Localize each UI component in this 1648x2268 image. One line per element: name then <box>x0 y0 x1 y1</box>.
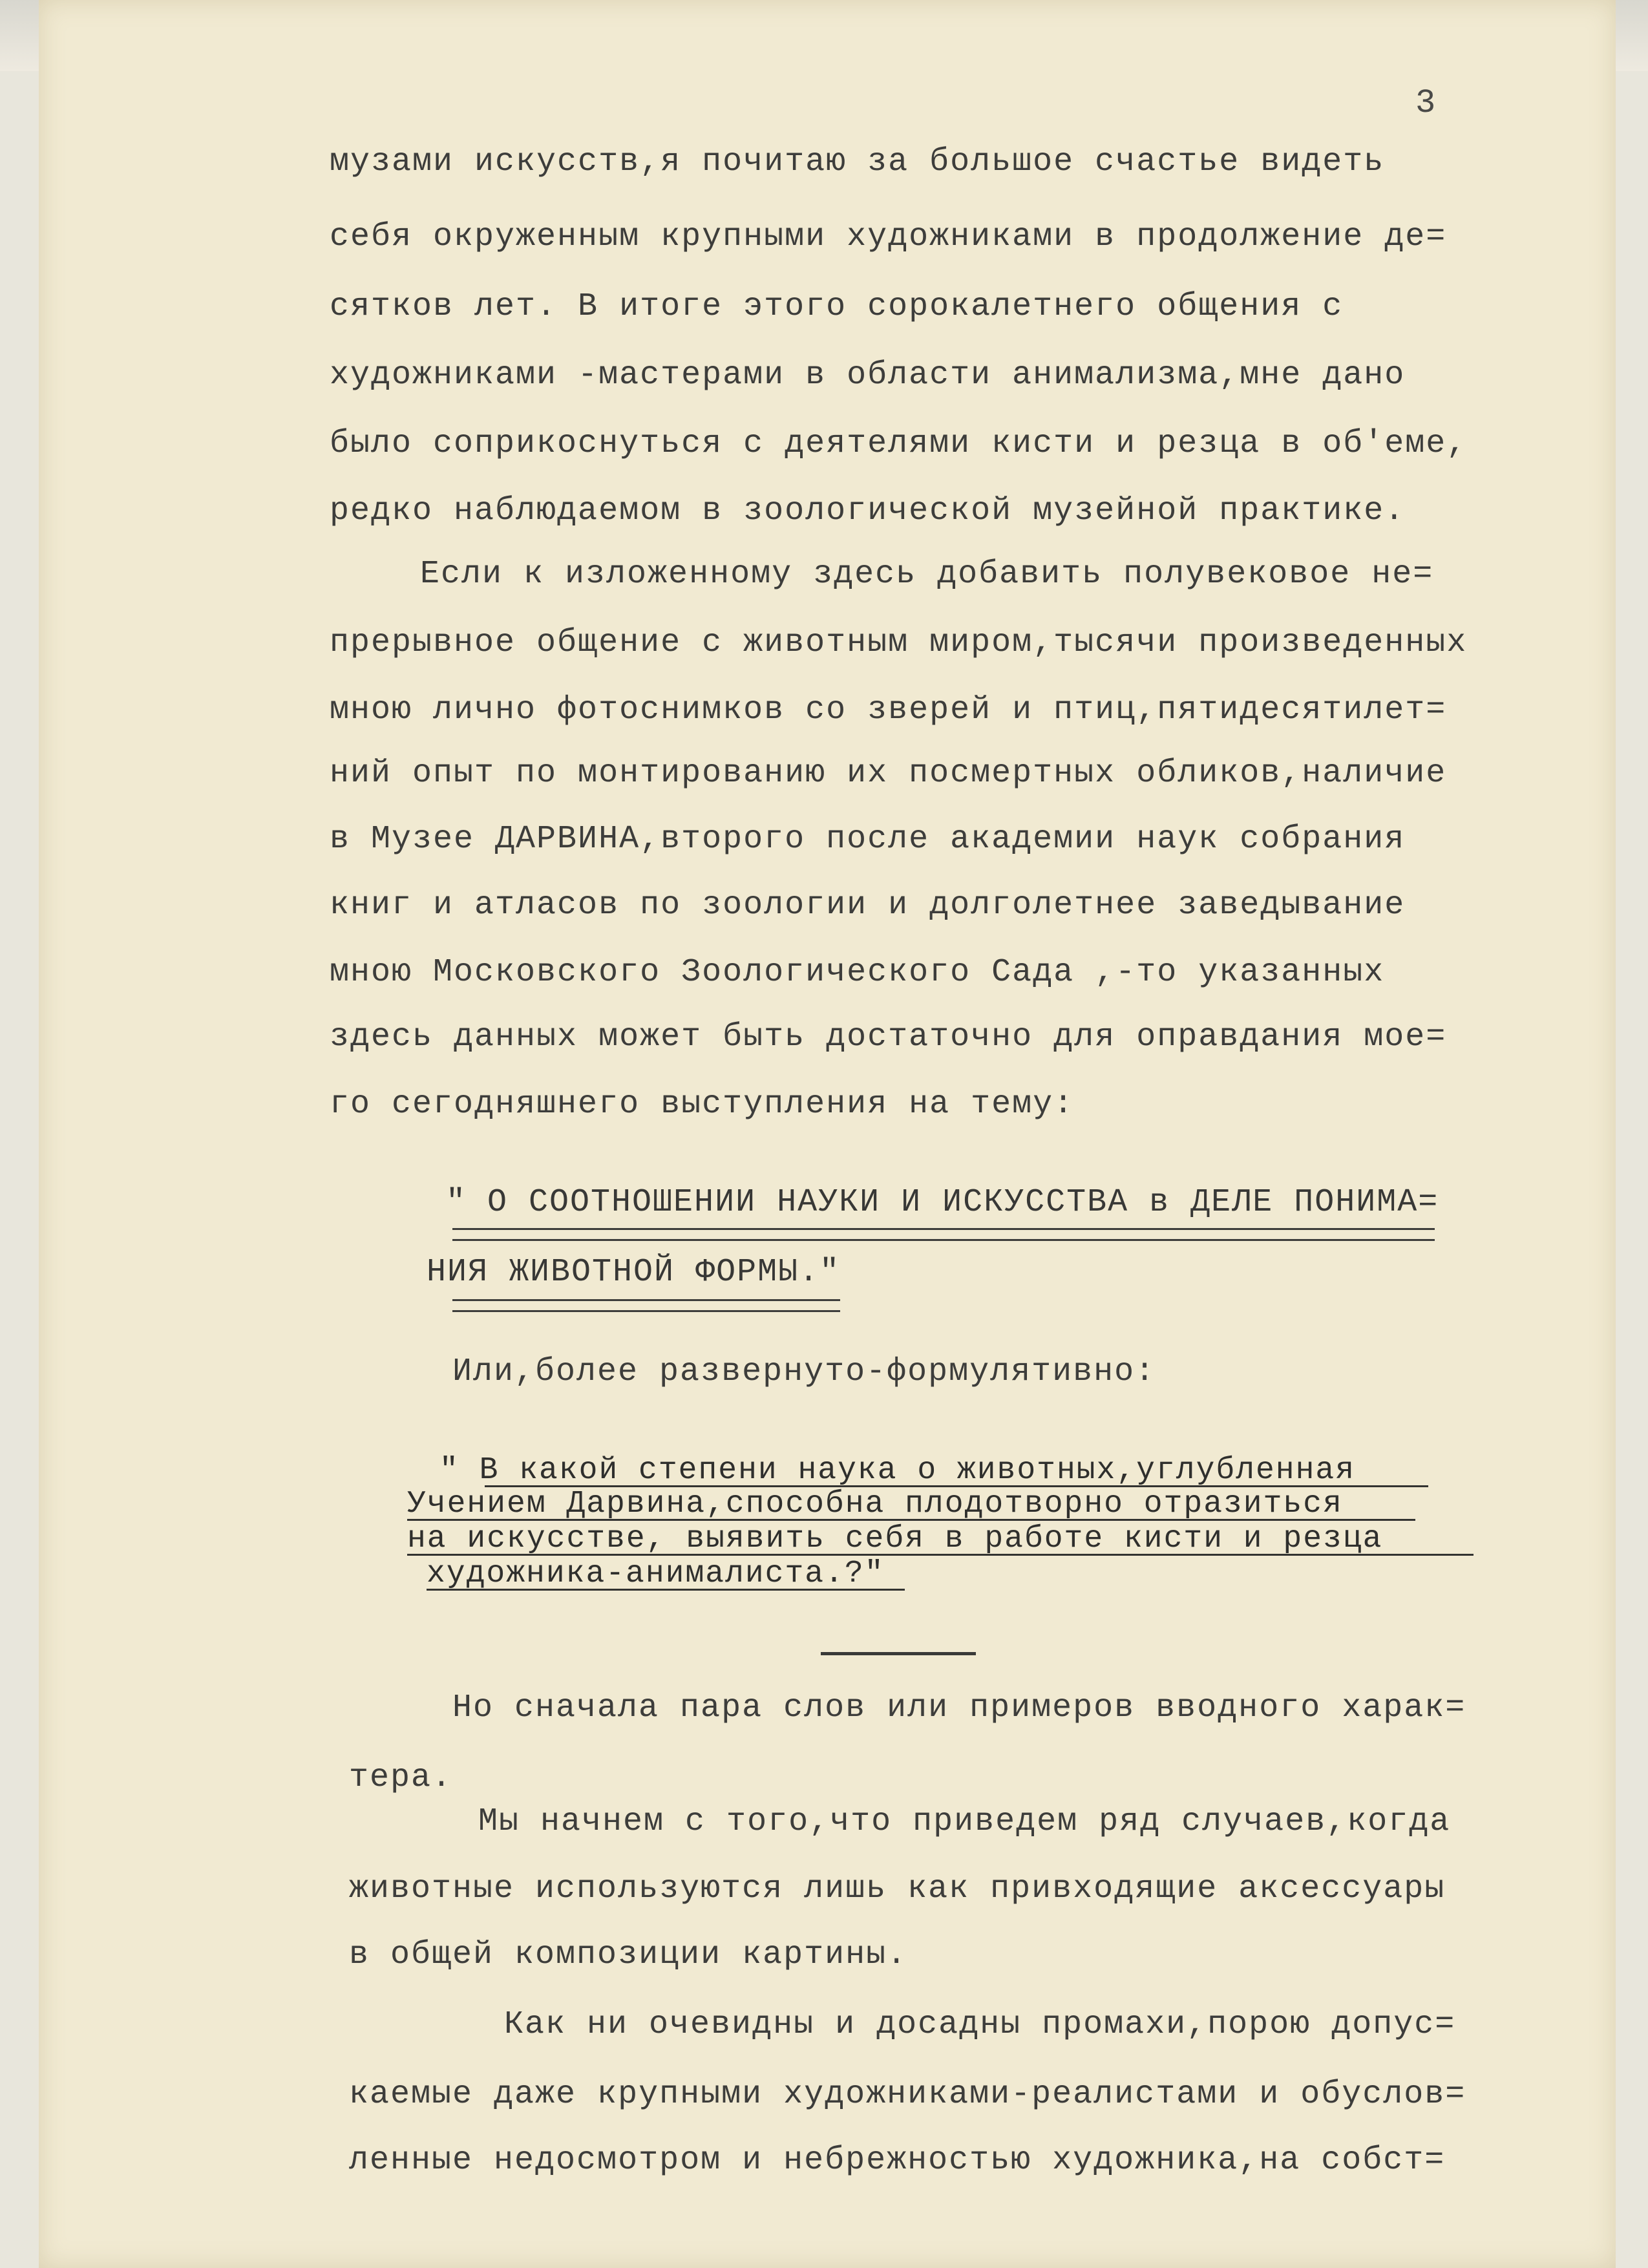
quote-underline <box>407 1519 1415 1521</box>
paper-sheet <box>39 0 1616 2268</box>
text-line: было соприкоснуться с деятелями кисти и резца в об'еме, <box>330 425 1468 462</box>
text-line: здесь данных может быть достаточно для оправдания мое= <box>330 1019 1447 1055</box>
text-line: Как ни очевидны и досадны промахи,порою допус= <box>504 2006 1456 2043</box>
quote-underline <box>427 1589 905 1591</box>
alternative-intro: Или,более развернуто-формулятивно: <box>452 1353 1156 1390</box>
quote-line: на искусстве, выявить себя в работе кисти и резца <box>407 1521 1383 1556</box>
text-line: книг и атласов по зоологии и долголетнее заведывание <box>330 887 1406 924</box>
text-line: Мы начнем с того,что приведем ряд случаев,когда <box>478 1803 1451 1840</box>
text-line: прерывное общение с животным миром,тысячи произведенных <box>330 624 1468 661</box>
text-line: в общей композиции картины. <box>349 1936 908 1973</box>
text-line: ленные недосмотром и небрежностью художника,на собст= <box>349 2142 1446 2179</box>
quote-line: Учением Дарвина,способна плодотворно отразиться <box>407 1487 1343 1521</box>
title-double-underline <box>452 1228 1435 1241</box>
text-line: ний опыт по монтированию их посмертных обликов,наличие <box>330 755 1447 792</box>
text-line: Если к изложенному здесь добавить полувековое не= <box>420 556 1434 593</box>
quote-line: художника-анималиста.?" <box>427 1556 885 1591</box>
text-line: каемые даже крупными художниками-реалистами и обуслов= <box>349 2076 1466 2113</box>
text-line: музами искусств,я почитаю за большое счастье видеть <box>330 143 1385 180</box>
text-line: редко наблюдаемом в зоологической музейной практике. <box>330 493 1406 529</box>
quote-line: " В какой степени наука о животных,углубленная <box>439 1453 1356 1488</box>
text-line: животные используются лишь как привходящие аксессуары <box>349 1871 1446 1907</box>
text-line: себя окруженным крупными художниками в продолжение де= <box>330 218 1447 255</box>
text-line: мною Московского Зоологического Сада ,-то указанных <box>330 954 1385 991</box>
text-line: Но сначала пара слов или примеров вводного харак= <box>452 1690 1466 1726</box>
quote-underline <box>407 1554 1474 1556</box>
section-separator <box>821 1652 976 1655</box>
lecture-title-line: " О СООТНОШЕНИИ НАУКИ И ИСКУССТВА в ДЕЛЕ ПОНИМА= <box>446 1184 1439 1221</box>
text-line: в Музее ДАРВИНА,второго после академии наук собрания <box>330 821 1406 858</box>
text-line: го сегодняшнего выступления на тему: <box>330 1086 1075 1123</box>
text-line: тера. <box>349 1759 453 1796</box>
title-double-underline <box>452 1299 840 1312</box>
text-line: художниками -мастерами в области анимализма,мне дано <box>330 357 1406 394</box>
text-line: мною лично фотоснимков со зверей и птиц,пятидесятилет= <box>330 692 1447 728</box>
lecture-title-line: НИЯ ЖИВОТНОЙ ФОРМЫ." <box>427 1254 841 1291</box>
page-number: 3 <box>1415 84 1436 122</box>
text-line: сятков лет. В итоге этого сорокалетнего общения с <box>330 288 1344 325</box>
